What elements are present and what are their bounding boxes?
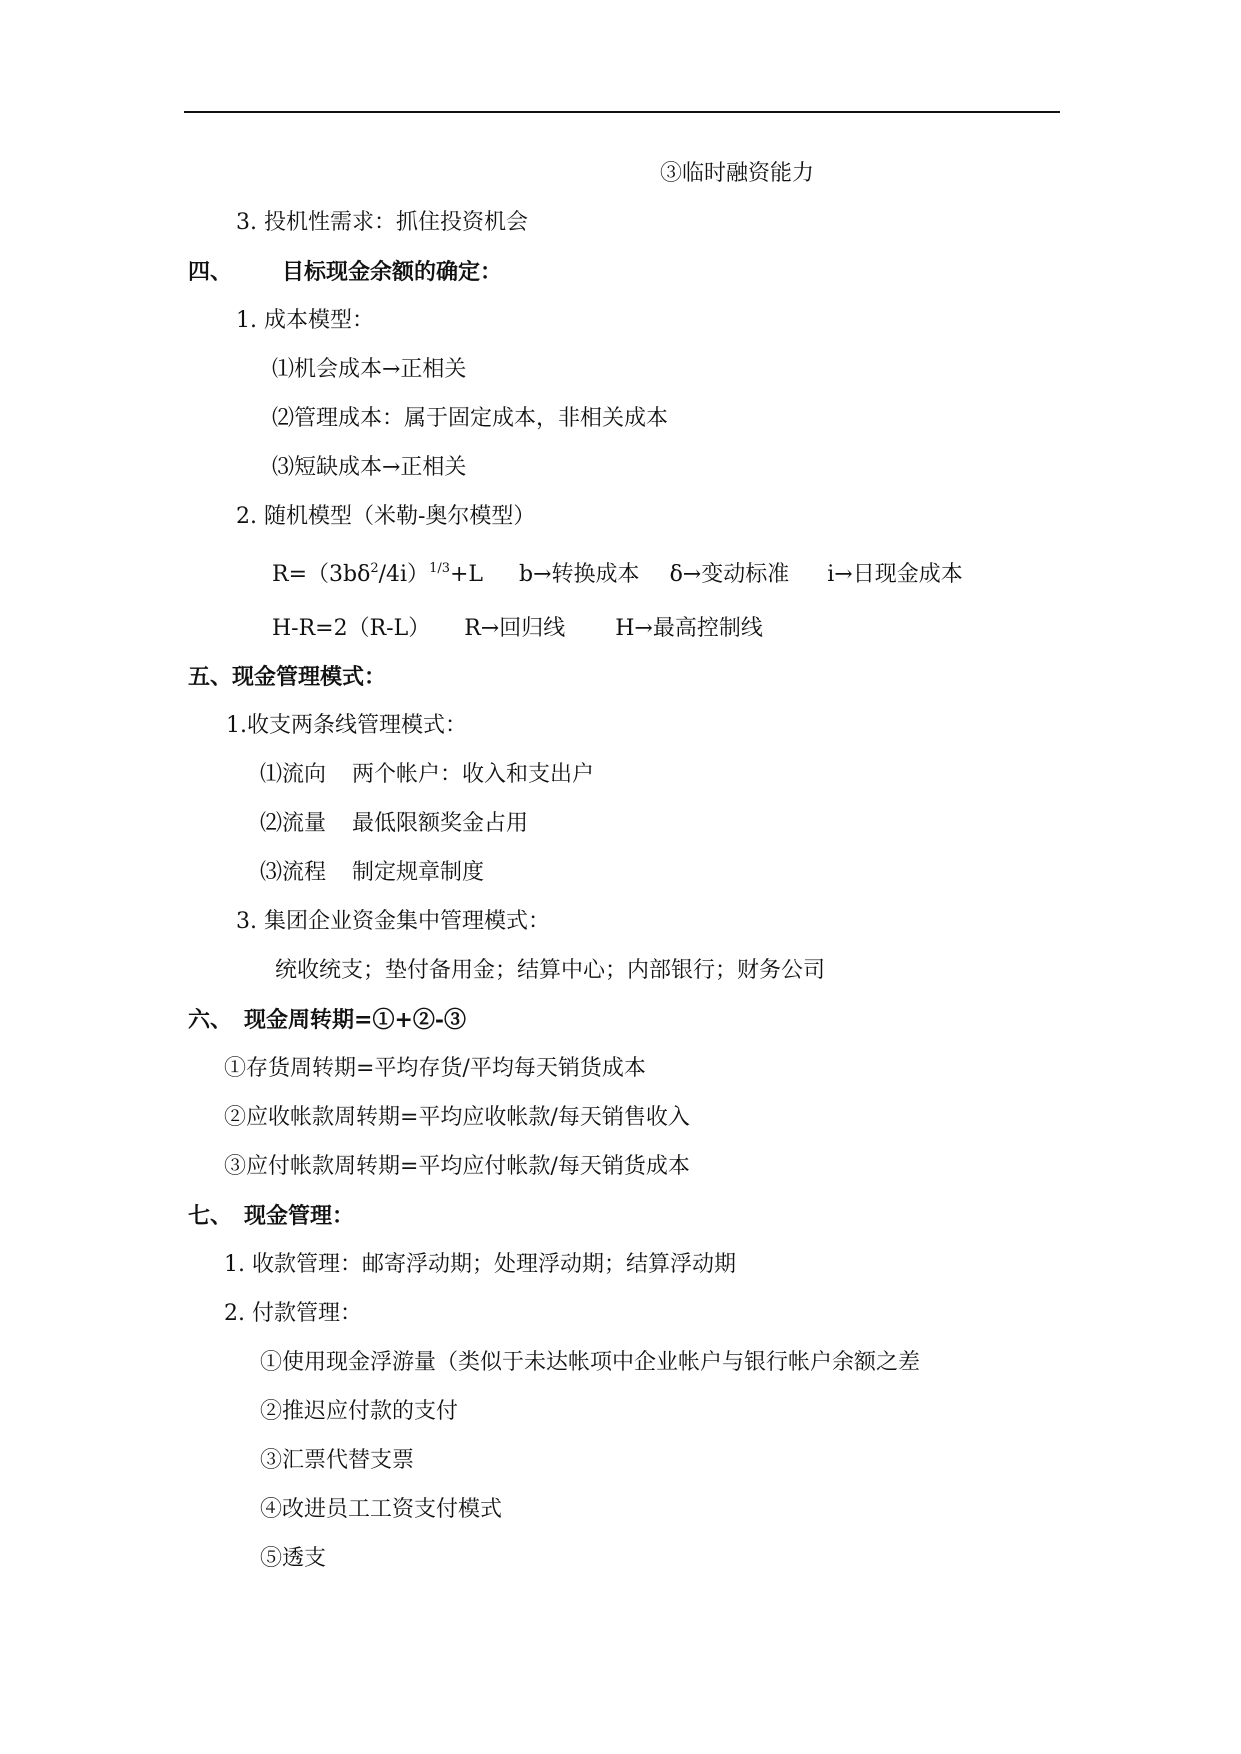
text-line xyxy=(260,858,484,888)
formula-line xyxy=(272,614,763,644)
formula-note: R→回归线 xyxy=(464,616,566,641)
formula-note: H→最高控制线 xyxy=(615,616,763,641)
formula-note: δ→变动标准 xyxy=(669,562,790,587)
formula-superscript: 1/3 xyxy=(429,561,450,576)
formula-part: R=（3bδ xyxy=(272,562,371,587)
formula-superscript: 2 xyxy=(370,561,379,576)
section-heading-4 xyxy=(188,257,502,287)
formula-part: /4i） xyxy=(378,562,430,587)
formula-part: H-R=2（R-L） xyxy=(272,616,431,641)
formula-note: b→转换成本 xyxy=(519,562,640,587)
item-label: ⑴流向 xyxy=(260,762,327,787)
text-line: ①使用现金浮游量（类似于未达帐项中企业帐户与银行帐户余额之差 xyxy=(260,1350,921,1375)
text-line: ⑴机会成本→正相关 xyxy=(272,357,467,382)
text-line: ③汇票代替支票 xyxy=(260,1448,415,1473)
text-line: ⑤透支 xyxy=(260,1546,327,1571)
section-heading-7 xyxy=(188,1201,354,1231)
text-line: ②推迟应付款的支付 xyxy=(260,1399,459,1424)
text-line: ①存货周转期=平均存货/平均每天销货成本 xyxy=(224,1056,646,1081)
section-number: 四、 xyxy=(188,259,233,285)
text-line: 2. 付款管理： xyxy=(224,1301,362,1326)
section-number: 六、 xyxy=(188,1007,233,1033)
text-line: 1.收支两条线管理模式： xyxy=(226,713,467,738)
text-line: 1. 成本模型： xyxy=(236,308,374,333)
text-line: ③应付帐款周转期=平均应付帐款/每天销货成本 xyxy=(224,1154,690,1179)
text-line xyxy=(260,809,528,839)
text-line: ⑶短缺成本→正相关 xyxy=(272,455,467,480)
item-text: 两个帐户：收入和支出户 xyxy=(352,762,595,787)
item-label: ⑶流程 xyxy=(260,860,327,885)
text-line: 1. 收款管理：邮寄浮动期；处理浮动期；结算浮动期 xyxy=(224,1252,736,1277)
section-heading-5: 五、现金管理模式： xyxy=(188,664,387,690)
text-line: ⑵管理成本：属于固定成本，非相关成本 xyxy=(272,406,669,431)
text-line: ④改进员工工资支付模式 xyxy=(260,1497,503,1522)
text-line: 3. 投机性需求：抓住投资机会 xyxy=(236,210,528,235)
header-rule xyxy=(184,111,1060,113)
text-line: 统收统支；垫付备用金；结算中心；内部银行；财务公司 xyxy=(275,958,826,983)
section-title: 现金管理： xyxy=(244,1203,355,1229)
section-number: 七、 xyxy=(188,1203,233,1229)
text-line: ③临时融资能力 xyxy=(660,161,815,186)
text-line: ②应收帐款周转期=平均应收帐款/每天销售收入 xyxy=(224,1105,690,1130)
formula-line xyxy=(272,560,963,590)
section-title: 现金周转期=①+②-③ xyxy=(244,1007,467,1033)
text-line: 2. 随机模型（米勒-奥尔模型） xyxy=(236,504,536,529)
text-line xyxy=(260,760,594,790)
formula-part: +L xyxy=(449,562,484,587)
item-label: ⑵流量 xyxy=(260,811,327,836)
item-text: 最低限额奖金占用 xyxy=(352,811,529,836)
text-line: 3. 集团企业资金集中管理模式： xyxy=(236,909,550,934)
section-title: 目标现金余额的确定： xyxy=(282,259,503,285)
section-heading-6 xyxy=(188,1005,466,1035)
formula-note: i→日现金成本 xyxy=(827,562,963,587)
item-text: 制定规章制度 xyxy=(352,860,485,885)
